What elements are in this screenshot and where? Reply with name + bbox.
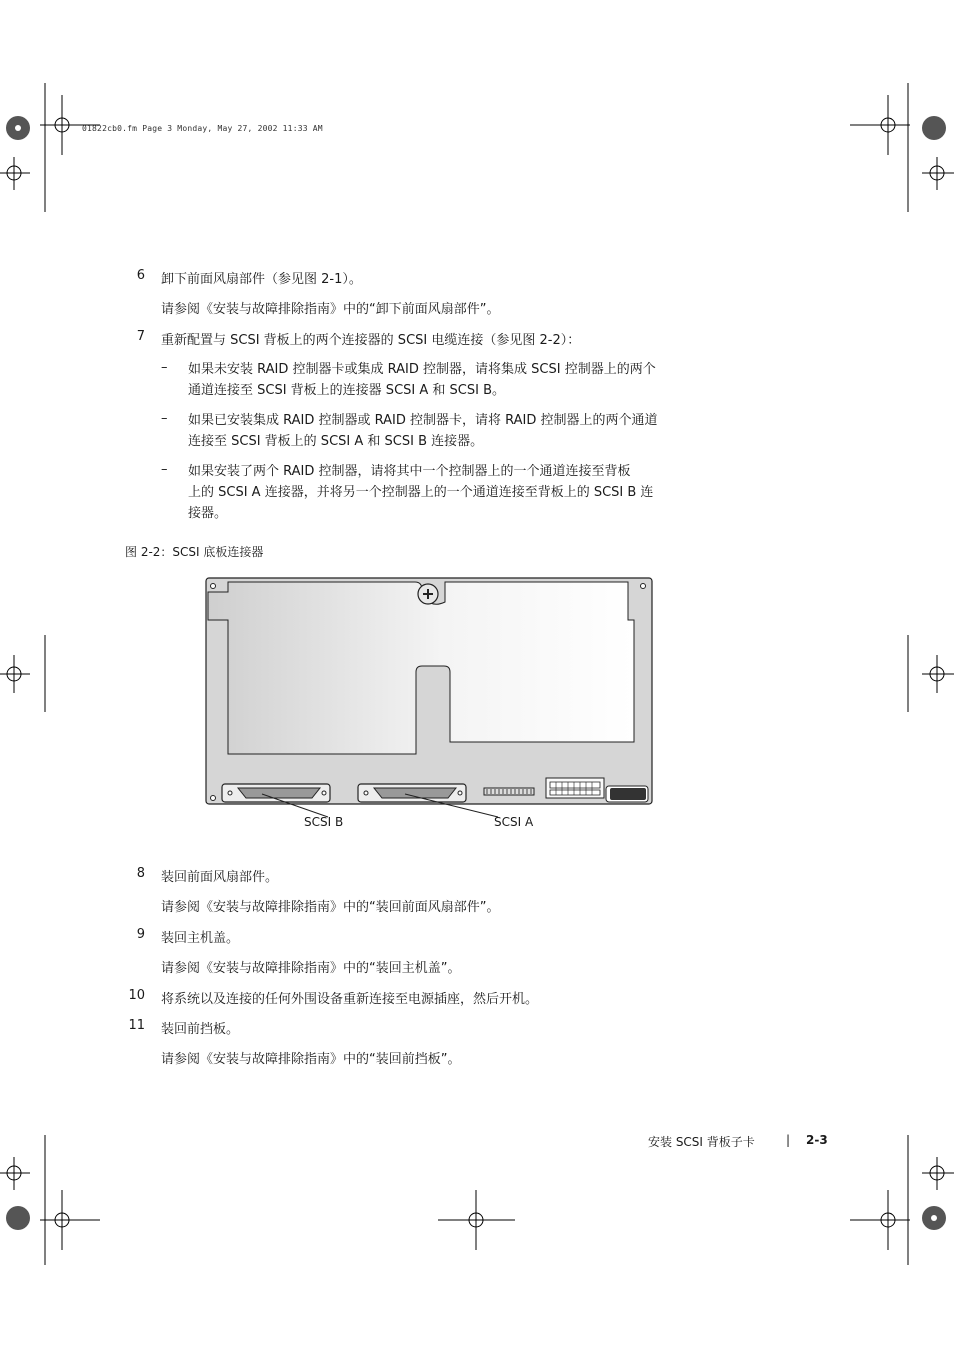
footer-chapter-title: 安装 SCSI 背板子卡 [648, 1135, 755, 1149]
bullet-dash: – [161, 360, 168, 375]
step-subtext: 请参阅《安装与故障排除指南》中的“装回前挡板”。 [161, 1052, 461, 1067]
bullet-dash: – [161, 411, 168, 426]
step-text: 装回前挡板。 [161, 1022, 240, 1037]
bullet-item [188, 410, 733, 452]
bullet-line: 连接至 SCSI 背板上的 SCSI A 和 SCSI B 连接器。 [188, 434, 484, 449]
step-number: 6 [136, 268, 145, 283]
bullet-line: 接器。 [188, 506, 228, 521]
footer-separator: | [786, 1133, 791, 1147]
edge-connector [606, 786, 648, 802]
scsi-backplane-illustration [200, 572, 660, 842]
scsi-a-connector [358, 784, 466, 802]
bullet-line: 通道连接至 SCSI 背板上的连接器 SCSI A 和 SCSI B。 [188, 383, 505, 398]
mount-hole [211, 584, 216, 589]
file-info-header: 01822cb0.fm Page 3 Monday, May 27, 2002 11:33 AM [82, 124, 323, 133]
figure-caption: 图 2-2：SCSI 底板连接器 [125, 545, 264, 559]
step-number: 11 [128, 1018, 145, 1033]
step-subtext: 请参阅《安装与故障排除指南》中的“卸下前面风扇部件”。 [161, 302, 500, 317]
step-number: 9 [136, 927, 145, 942]
callout-scsi-a: SCSI A [494, 815, 534, 829]
bullet-line: 上的 SCSI A 连接器，并将另一个控制器上的一个通道连接至背板上的 SCSI B 连 [188, 485, 654, 500]
step-subtext: 请参阅《安装与故障排除指南》中的“装回前面风扇部件”。 [161, 900, 500, 915]
bullet-item [188, 359, 733, 401]
callout-scsi-b: SCSI B [304, 815, 344, 829]
step-number: 10 [128, 988, 145, 1003]
mount-hole [641, 584, 646, 589]
step-text: 装回主机盖。 [161, 931, 240, 946]
power-connector [546, 778, 604, 798]
footer-page-number: 2-3 [806, 1133, 828, 1147]
bullet-dash: – [161, 462, 168, 477]
bullet-line: 如果未安装 RAID 控制器卡或集成 RAID 控制器，请将集成 SCSI 控制器上的两个 [188, 362, 656, 377]
bullet-line: 如果安装了两个 RAID 控制器，请将其中一个控制器上的一个通道连接至背板 [188, 464, 631, 479]
small-header-connector [484, 788, 534, 795]
step-text: 卸下前面风扇部件（参见图 2-1）。 [161, 272, 362, 287]
step-text: 将系统以及连接的任何外围设备重新连接至电源插座，然后开机。 [161, 992, 539, 1007]
step-number: 8 [136, 866, 145, 881]
step-text: 装回前面风扇部件。 [161, 870, 279, 885]
mount-hole [211, 796, 216, 801]
bullet-item [188, 461, 733, 524]
step-number: 7 [136, 329, 145, 344]
step-subtext: 请参阅《安装与故障排除指南》中的“装回主机盖”。 [161, 961, 461, 976]
bullet-line: 如果已安装集成 RAID 控制器或 RAID 控制器卡，请将 RAID 控制器上的两个通道 [188, 413, 658, 428]
step-text: 重新配置与 SCSI 背板上的两个连接器的 SCSI 电缆连接（参见图 2-2）： [161, 333, 581, 348]
